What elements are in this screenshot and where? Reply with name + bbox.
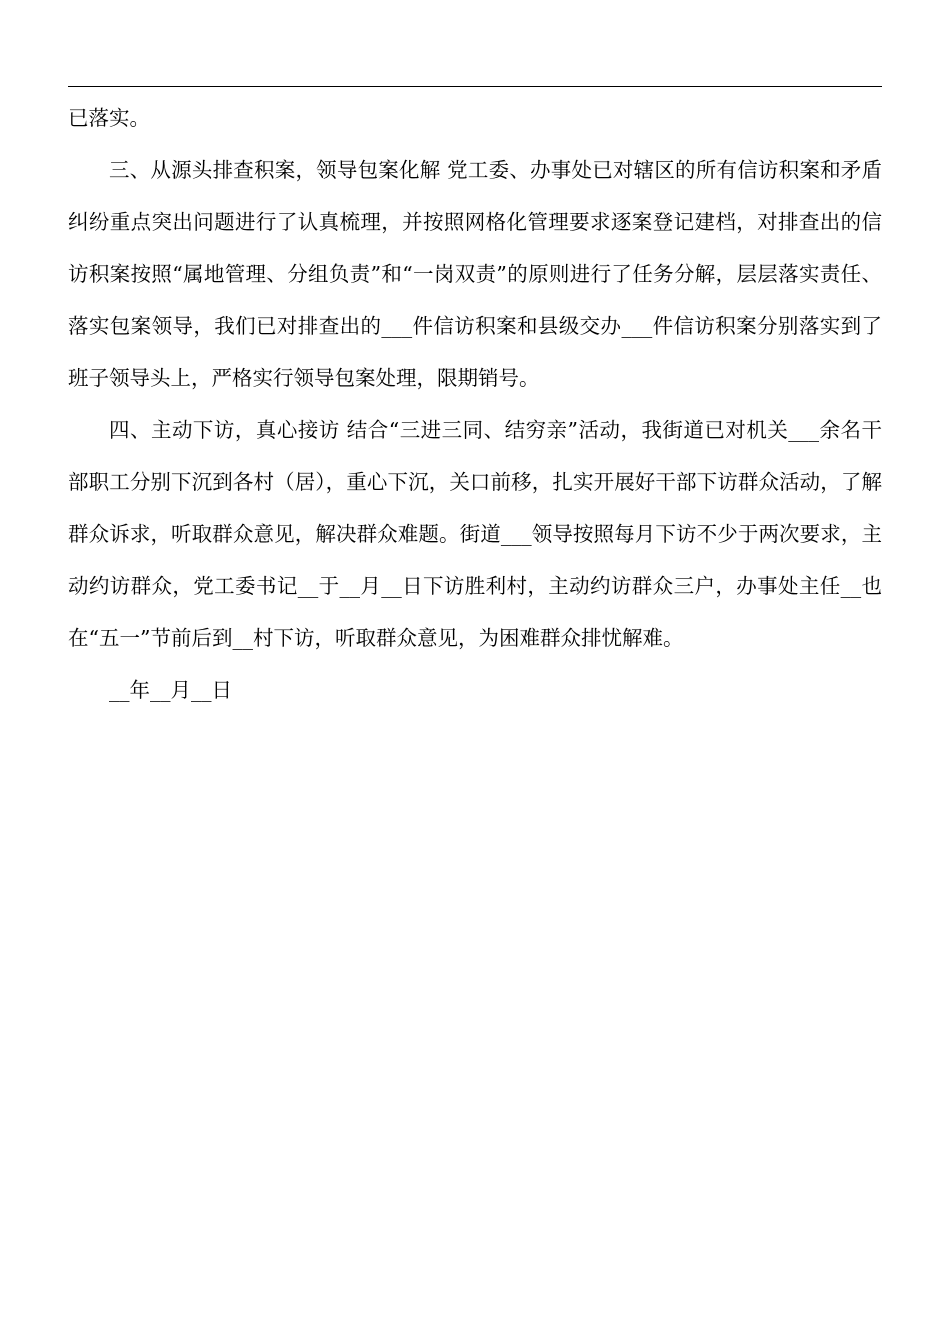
paragraph-section-4: 四、主动下访，真心接访 结合“三进三同、结穷亲”活动，我街道已对机关___余名干部职工分别下沉到各村（居），重心下沉，关口前移，扎实开展好干部下访群众活动，了解群众诉求，听取群众意见，解决群众难题。街道___领导按照每月下访不少于两次要求，主动约访群众，党工委书记__于__月__日下访胜利村，主动约访群众三户，办事处主任__也在“五一”节前后到__村下访，听取群众意见，为困难群众排忧解难。	[68, 418, 882, 650]
paragraph-section-3: 三、从源头排查积案，领导包案化解 党工委、办事处已对辖区的所有信访积案和矛盾纠纷重点突出问题进行了认真梳理，并按照网格化管理要求逐案登记建档，对排查出的信访积案按照“属地管理、分组负责”和“一岗双责”的原则进行了任务分解，层层落实责任、落实包案领导，我们已对排查出的___件信访积案和县级交办___件信访积案分别落实到了班子领导头上，严格实行领导包案处理，限期销号。	[68, 158, 882, 390]
header-rule	[68, 86, 882, 87]
date-line: __年__月__日	[109, 678, 232, 702]
document-body	[68, 92, 882, 716]
paragraph-continuation: 已落实。	[68, 106, 150, 130]
